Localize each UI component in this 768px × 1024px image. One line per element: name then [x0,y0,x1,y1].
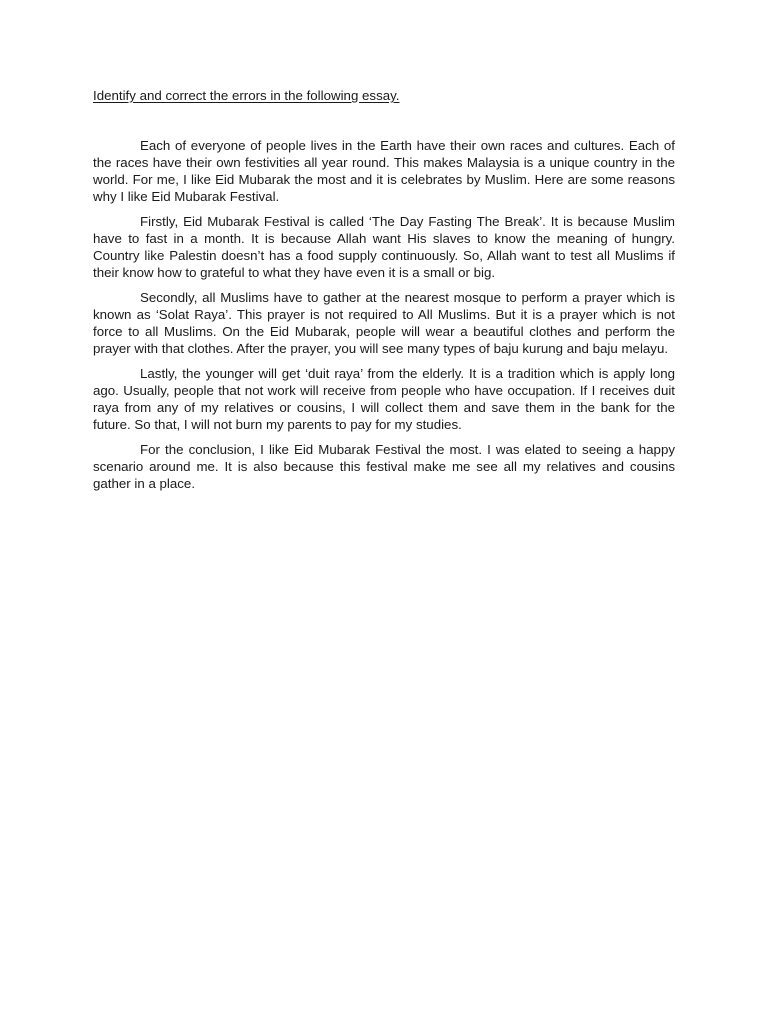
essay-paragraph-firstly: Firstly, Eid Mubarak Festival is called ‘The Day Fasting The Break’. It is because Muslim have to fast in a month. It is because Allah want His slaves to know the meaning of hungry. Country like Palestin doesn’t has a food supply continuously. So, Allah want to test all Muslims if their know how to grateful to what they have even it is a small or big. [93,214,675,280]
essay-paragraph-conclusion: For the conclusion, I like Eid Mubarak Festival the most. I was elated to seeing a happy scenario around me. It is also because this festival make me see all my relatives and cousins gather in a place. [93,442,675,491]
essay-paragraph-lastly: Lastly, the younger will get ‘duit raya’ from the elderly. It is a tradition which is apply long ago. Usually, people that not work will receive from people who have occupation. If I receives duit raya from any of my relatives or cousins, I will collect them and save them in the bank for the future. So that, I will not burn my parents to pay for my studies. [93,366,675,432]
essay-body [93,137,675,500]
instruction-heading: Identify and correct the errors in the following essay. [93,88,400,103]
essay-paragraph-intro: Each of everyone of people lives in the Earth have their own races and cultures. Each of the races have their own festivities all year round. This makes Malaysia is a unique country in the world. For me, I like Eid Mubarak the most and it is celebrates by Muslim. Here are some reasons why I like Eid Mubarak Festival. [93,138,675,204]
essay-paragraph-secondly: Secondly, all Muslims have to gather at the nearest mosque to perform a prayer which is known as ‘Solat Raya’. This prayer is not required to All Muslims. But it is a prayer which is not force to all Muslims. On the Eid Mubarak, people will wear a beautiful clothes and perform the prayer with that clothes. After the prayer, you will see many types of baju kurung and baju melayu. [93,290,675,356]
